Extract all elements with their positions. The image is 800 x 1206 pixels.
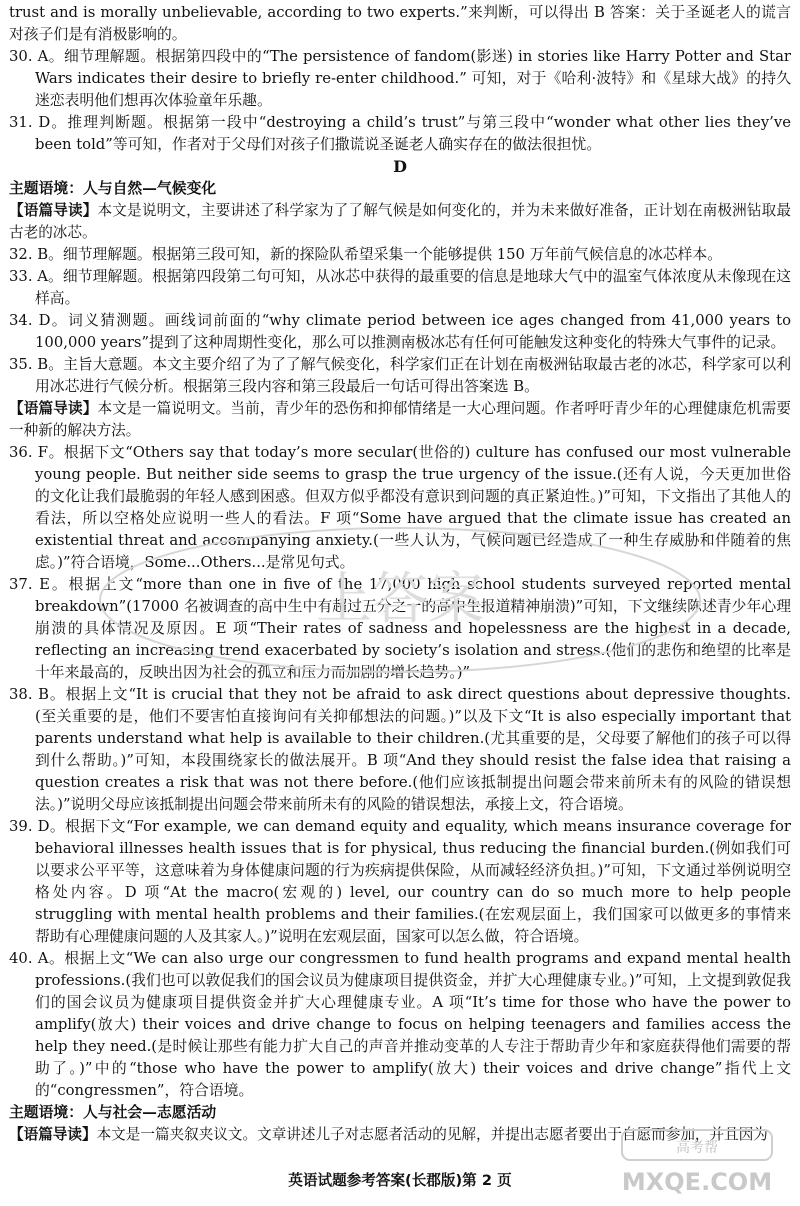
answer-37: 37. E。根据上文“more than one in five of the 17,000 high school students surveyed reported mental breakdown”(17000 名被调查的高中生中有超过五分之一的高中生报道精神崩溃)”可知，下文继续陈述青少年心理崩溃的具体情况及原因。E 项“Their rates of sadness and hopelessness are the highest in a decade, reflecting an increasing trend exacerbated by society’s isolation and stress.(他们的悲伤和绝望的比率是十年来最高的，反映出因为社会的孤立和压力而加剧的增长趋势。)” bbox=[9, 576, 791, 681]
page-footer: 英语试题参考答案(长郡版)第 2 页 bbox=[288, 1172, 512, 1189]
watermark-text: 上答案 bbox=[316, 567, 484, 632]
answer-30: 30. A。细节理解题。根据第四段中的“The persistence of fandom(影迷) in stories like Harry Potter and Star Wars indicates their desire to briefly re-enter childhood.” 可知，对于《哈利·波特》和《星球大战》的持久迷恋表明他们想再次体验童年乐趣。 bbox=[9, 48, 791, 109]
site-logo bbox=[602, 1124, 792, 1200]
passage-guide-d bbox=[9, 200, 791, 244]
paragraph-q29-continuation: trust and is morally unbelievable, according to two experts.”来判断，可以得出 B 答案：关于圣诞老人的谎言对孩子们是有消极影响的。 bbox=[9, 4, 791, 43]
section-letter-d: D bbox=[393, 157, 407, 176]
answer-34: 34. D。词义猜测题。画线词前面的“why climate period between ice ages changed from 41,000 years to 100,000 years”提到了这种周期性变化，那么可以推测南极冰芯有任何可能触发这种变化的特殊大气事件的记录。 bbox=[9, 312, 791, 351]
answer-38: 38. B。根据上文“It is crucial that they not be afraid to ask direct questions about depressive thoughts.(至关重要的是，他们不要害怕直接询问有关抑郁想法的问题。)”以及下文“It is also especially important that parents understand what help is available to their children.(尤其重要的是，父母要了解他们的孩子可以得到什么帮助。)”可知，本段围绕家长的做法展开。B 项“And they should resist the false idea that raising a question creates a risk that was not there before.(他们应该抵制提出问题会带来前所未有的风险的错误想法。)”说明父母应该抵制提出问题会带来前所未有的风险的错误想法，承接上文，符合语境。 bbox=[9, 686, 791, 813]
answer-35: 35. B。主旨大意题。本文主要介绍了为了了解气候变化，科学家们正在计划在南极洲钻取最古老的冰芯，科学家可以利用冰芯进行气候分析。根据第三段内容和第三段最后一句话可得出答案选 B。 bbox=[9, 356, 791, 395]
guide-text: 本文是说明文，主要讲述了科学家为了了解气候是如何变化的，并为未来做好准备，正计划在南极洲钻取最古老的冰芯。 bbox=[9, 202, 791, 241]
answer-36: 36. F。根据下文“Others say that today’s more secular(世俗的) culture has confused our most vulnerable young people. But neither side seems to grasp the true urgency of the issue.(还有人说，今天更加世俗的文化让我们最脆弱的年轻人感到困惑。但双方似乎都没有意识到问题的真正紧迫性。)”可知，下文指出了其他人的看法，所以空格处应说明一些人的看法。F 项“Some have argued that the climate issue has created an existential threat and accompanying anxiety.(一些人认为，气候问题已经造成了一种生存威胁和伴随着的焦虑。)”符合语境，Some...Others...是常见句式。 bbox=[9, 444, 791, 571]
guide-text: 本文是一篇说明文。当前，青少年的恐伤和抑郁情绪是一大心理问题。作者呼吁青少年的心理健康危机需要一种新的解决方法。 bbox=[9, 400, 791, 439]
answer-key-page bbox=[9, 2, 791, 1146]
guide-tag: 【语篇导读】 bbox=[9, 1126, 97, 1143]
answer-32: 32. B。细节理解题。根据第三段可知，新的探险队希望采集一个能够提供 150 万年前气候信息的冰芯样本。 bbox=[9, 246, 723, 263]
guide-text: 本文是一篇夹叙夹议文。文章讲述儿子对志愿者活动的见解，并提出志愿者要出于自愿而参加，并且因为 bbox=[96, 1126, 768, 1143]
logo-sub: 高考帮 bbox=[676, 1140, 718, 1156]
answer-40: 40. A。根据上文“We can also urge our congressmen to fund health programs and expand mental health professions.(我们也可以敦促我们的国会议员为健康项目提供资金，并扩大心理健康专业。)”可知，上文提到敦促我们的国会议员为健康项目提供资金并扩大心理健康专业。A 项“It’s time for those who have the power to amplify(放大) their voices and drive change to focus on helping teenagers and families access the help they need.(是时候让那些有能力扩大自己的声音并推动变革的人专注于帮助青少年和家庭获得他们需要的帮助了。)”中的“those who have the power to amplify(放大) their voices and drive change”指代上文的“congressmen”，符合语境。 bbox=[9, 950, 791, 1099]
guide-tag: 【语篇导读】 bbox=[9, 202, 98, 219]
answer-33: 33. A。细节理解题。根据第四段第二句可知，从冰芯中获得的最重要的信息是地球大气中的温室气体浓度从未像现在这样高。 bbox=[9, 268, 791, 307]
guide-tag: 【语篇导读】 bbox=[9, 400, 98, 417]
answer-31: 31. D。推理判断题。根据第一段中“destroying a child’s trust”与第三段中“wonder what other lies they’ve been told”等可知，作者对于父母们对孩子们撒谎说圣诞老人确实存在的做法很担忧。 bbox=[9, 114, 791, 153]
theme-heading-nature: 主题语境：人与自然—气候变化 bbox=[9, 180, 217, 197]
logo-text: MXQE.COM bbox=[621, 1168, 773, 1196]
theme-heading-society: 主题语境：人与社会—志愿活动 bbox=[9, 1104, 217, 1121]
answer-39: 39. D。根据下文“For example, we can demand equity and equality, which means insurance coverage for behavioral illnesses health issues that is for physical, thus reducing the financial burden.(例如我们可以要求公平平等，这意味着为身体健康问题的行为疾病提供保险，从而减轻经济负担。)”可知，下文通过举例说明空格处内容。D 项“At the macro(宏观的) level, our country can do so much more to help people struggling with mental health problems and their families.(在宏观层面上，我们国家可以做更多的事情来帮助有心理健康问题的人及其家人。)”说明在宏观层面，国家可以怎么做，符合语境。 bbox=[9, 818, 791, 945]
passage-guide-seven-choice bbox=[9, 398, 791, 442]
